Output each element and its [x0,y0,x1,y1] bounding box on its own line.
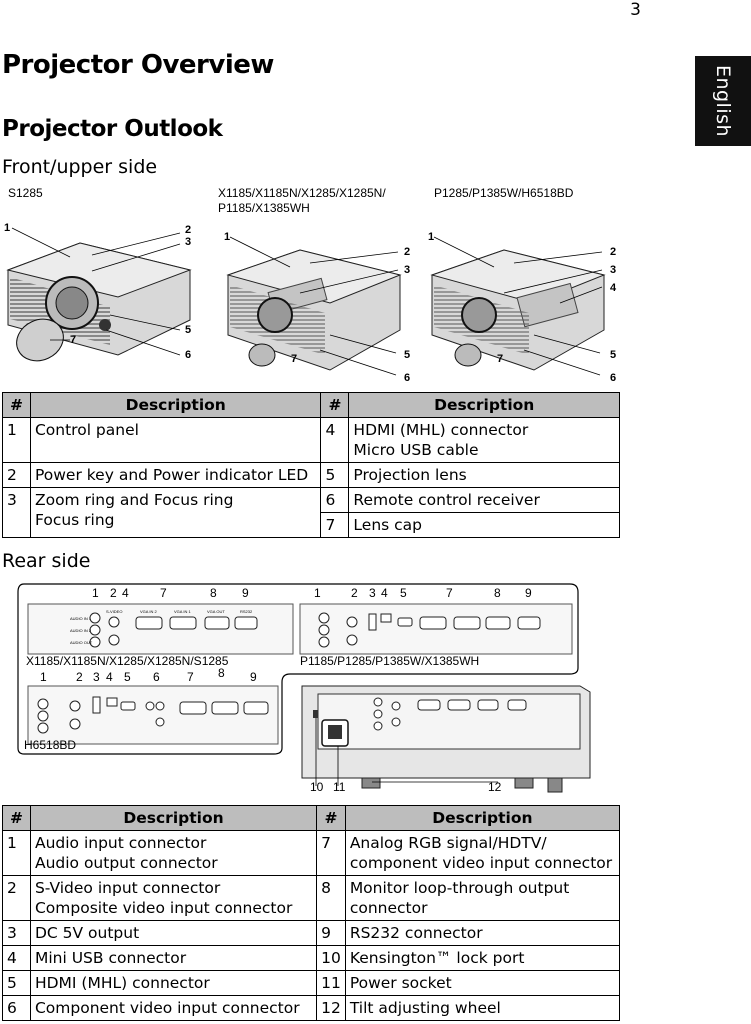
rear-callout: 11 [333,780,346,794]
model-line: X1185/X1185N/X1285/X1285N/ [218,186,386,200]
cell-desc [30,831,316,876]
model-line: P1185/X1385WH [218,201,310,215]
desc-line: Power socket [349,974,452,992]
col-header-desc: Description [349,393,620,418]
cell-num: 5 [3,971,31,996]
rear-parts-table [2,805,620,1021]
callout-3: 3 [610,264,617,276]
cell-num: 1 [3,831,31,876]
desc-line: connector [349,899,428,917]
cell-num: 6 [321,488,349,513]
cell-desc [349,418,620,463]
projector-x1185 [228,237,400,375]
rear-panel-illustrations [0,582,600,800]
rear-callout: 4 [106,670,113,684]
rear-heading: Rear side [2,550,91,572]
front-projector-illustrations [0,215,640,390]
rear-callout: 5 [400,586,407,600]
desc-line: HDMI (MHL) connector [353,421,529,439]
cell-num: 4 [321,418,349,463]
rear-panel-c-label: H6518BD [24,738,77,752]
callout-6: 6 [185,349,192,361]
col-header-desc: Description [345,806,619,831]
svg-text:RS232: RS232 [240,609,253,614]
rear-callout: 3 [369,586,376,600]
table-row [3,946,620,971]
cell-num: 7 [321,513,349,538]
callout-6: 6 [404,372,411,384]
rear-callout: 8 [494,586,501,600]
col-header-num: # [321,393,349,418]
desc-line: Composite video input connector [34,899,293,917]
front-model-label-1 [8,186,43,201]
desc-line: Remote control receiver [353,491,540,509]
front-heading: Front/upper side [2,156,158,178]
rear-callout: 1 [92,586,99,600]
col-header-num: # [3,806,31,831]
projector-rear-body [302,686,590,792]
svg-text:AUDIO IN 1: AUDIO IN 1 [70,616,92,621]
cell-num: 12 [317,996,346,1021]
table-row [3,971,620,996]
rear-callout: 1 [40,670,47,684]
front-model-label-2 [218,186,386,216]
desc-line: Zoom ring and Focus ring [34,491,234,509]
desc-line: Analog RGB signal/HDTV/ [349,834,547,852]
cell-desc [30,921,316,946]
desc-line: Control panel [34,421,139,439]
rear-callout: 9 [525,586,532,600]
cell-desc [345,876,619,921]
cell-desc [30,418,320,463]
cell-num: 3 [3,488,31,538]
callout-7: 7 [497,353,504,365]
callout-7: 7 [291,353,298,365]
cell-num: 10 [317,946,346,971]
cell-desc [30,876,316,921]
callout-3: 3 [404,264,411,276]
cell-num: 4 [3,946,31,971]
desc-line: DC 5V output [34,924,140,942]
rear-callout: 3 [93,670,100,684]
rear-callout: 2 [110,586,117,600]
desc-line: HDMI (MHL) connector [34,974,210,992]
rear-callout: 8 [218,666,225,680]
desc-line: Projection lens [353,466,467,484]
cell-num: 3 [3,921,31,946]
rear-callout: 10 [310,780,324,794]
cell-desc [349,463,620,488]
callout-3: 3 [185,236,192,248]
cell-desc [30,488,320,538]
col-header-num: # [317,806,346,831]
col-header-num: # [3,393,31,418]
cell-num: 11 [317,971,346,996]
page-number: 3 [630,0,641,20]
cell-num: 7 [317,831,346,876]
table-row [3,876,620,921]
table-row [3,488,620,513]
table-row [3,996,620,1021]
cell-desc [349,513,620,538]
desc-line: Micro USB cable [353,441,479,459]
desc-line: Mini USB connector [34,949,187,967]
rear-panel-a-label: X1185/X1185N/X1285/X1285N/S1285 [26,654,229,668]
callout-2: 2 [404,246,411,258]
rear-callout: 9 [242,586,249,600]
cell-desc [345,971,619,996]
cell-desc [30,996,316,1021]
projector-s1285 [8,228,190,368]
desc-line: Audio output connector [34,854,218,872]
cell-num: 2 [3,876,31,921]
cell-desc [30,946,316,971]
svg-text:VGA IN 2: VGA IN 2 [140,609,157,614]
cell-desc [345,831,619,876]
callout-1: 1 [428,231,435,243]
cell-desc [30,971,316,996]
cell-desc [349,488,620,513]
cell-num: 5 [321,463,349,488]
desc-line: Lens cap [353,516,423,534]
desc-line: Monitor loop-through output [349,879,570,897]
callout-1: 1 [224,231,231,243]
desc-line: Power key and Power indicator LED [34,466,309,484]
rear-callout: 2 [351,586,358,600]
rear-callout: 6 [153,670,160,684]
callout-7: 7 [70,334,77,346]
svg-text:AUDIO OUT: AUDIO OUT [70,640,93,645]
table-row [3,463,620,488]
rear-callout: 7 [187,670,194,684]
rear-panel-b-label: P1185/P1285/P1385W/X1385WH [300,654,480,668]
model-line: S1285 [8,186,43,200]
rear-callout: 7 [160,586,167,600]
desc-line: Focus ring [34,511,115,529]
model-line: P1285/P1385W/H6518BD [434,186,574,200]
callout-5: 5 [404,349,411,361]
callout-2: 2 [610,246,617,258]
table-row [3,921,620,946]
rear-callout: 12 [488,780,502,794]
section-title: Projector Outlook [2,116,223,142]
callout-2: 2 [185,224,192,236]
cell-desc [345,996,619,1021]
rear-callout: 5 [124,670,131,684]
front-model-label-3 [434,186,573,201]
svg-text:VGA OUT: VGA OUT [207,609,225,614]
cell-desc [30,463,320,488]
svg-text:VGA IN 1: VGA IN 1 [174,609,191,614]
callout-6: 6 [610,372,617,384]
rear-callout: 1 [314,586,321,600]
language-tab-label: English [712,64,735,138]
callout-4: 4 [610,282,617,294]
cell-num: 8 [317,876,346,921]
desc-line: Kensington™ lock port [349,949,525,967]
cell-num: 9 [317,921,346,946]
desc-line: Tilt adjusting wheel [349,999,501,1017]
table-header-row [3,806,620,831]
desc-line: Component video input connector [34,999,300,1017]
language-tab [695,56,751,146]
table-row [3,831,620,876]
col-header-desc: Description [30,806,316,831]
front-parts-table [2,392,620,538]
svg-text:S-VIDEO: S-VIDEO [106,609,123,614]
desc-line: component video input connector [349,854,613,872]
rear-callout: 7 [446,586,453,600]
callout-1: 1 [4,222,11,234]
callout-5: 5 [185,324,192,336]
svg-text:AUDIO IN 2: AUDIO IN 2 [70,628,92,633]
desc-line: RS232 connector [349,924,483,942]
cell-desc [345,921,619,946]
rear-callout: 2 [76,670,83,684]
cell-num: 6 [3,996,31,1021]
rear-callout: 4 [122,586,129,600]
cell-desc [345,946,619,971]
rear-callout: 9 [250,670,257,684]
cell-num: 2 [3,463,31,488]
page-title: Projector Overview [2,50,274,80]
rear-callout: 8 [210,586,217,600]
callout-5: 5 [610,349,617,361]
table-header-row [3,393,620,418]
table-row [3,418,620,463]
col-header-desc: Description [30,393,320,418]
rear-callout: 4 [381,586,388,600]
cell-num: 1 [3,418,31,463]
desc-line: S-Video input connector [34,879,221,897]
projector-p1285 [432,237,604,375]
desc-line: Audio input connector [34,834,207,852]
